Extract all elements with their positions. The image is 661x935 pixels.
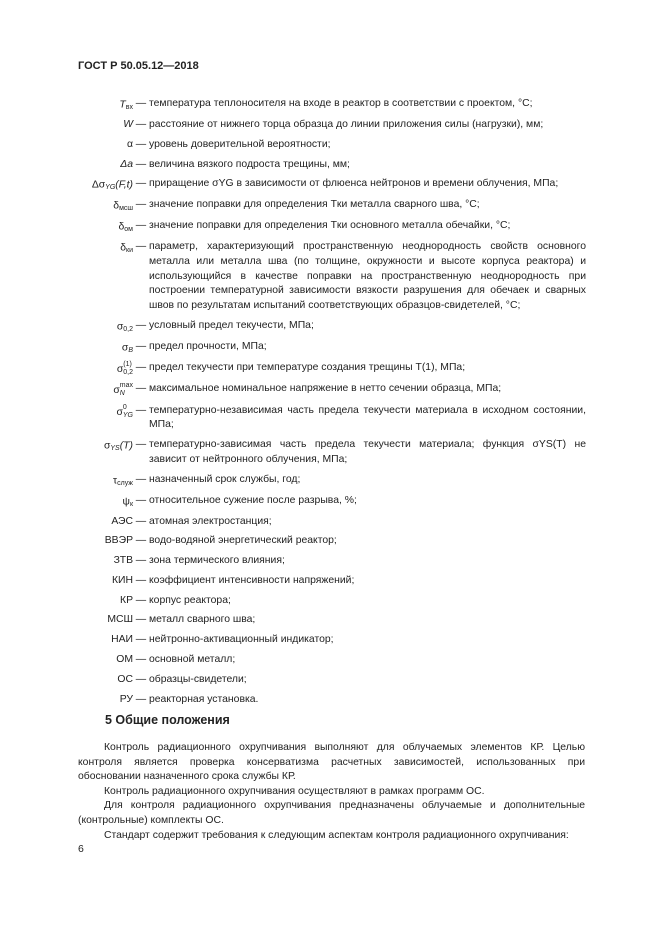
definition-item	[60, 240, 586, 313]
definitions-list	[60, 97, 586, 712]
definition-term	[60, 594, 133, 609]
term-symbol: δ	[118, 221, 125, 233]
dash: —	[135, 473, 147, 485]
definition-term	[60, 404, 133, 433]
paragraph: Контроль радиационного охрупчивания осуществляют в рамках программ ОС.	[104, 785, 485, 797]
term-symbol: ВВЭР	[104, 535, 133, 547]
term-symbol: σ	[121, 341, 129, 353]
definition-text: относительное сужение после разрыва, %;	[149, 494, 357, 506]
definition-item	[60, 494, 586, 510]
term-subscript: к	[129, 500, 133, 508]
term-symbol: σ	[103, 440, 111, 452]
dash: —	[135, 119, 147, 131]
definition-term	[60, 177, 133, 193]
dash: —	[135, 693, 147, 705]
term-subscript: YG	[122, 411, 133, 419]
definition-term	[60, 198, 133, 214]
term-superscript	[119, 198, 133, 205]
definition-text: температура теплоносителя на входе в реактор в соответствии с проектом, °С;	[149, 98, 533, 109]
term-superscript	[110, 438, 119, 445]
term-superscript	[126, 97, 133, 104]
definition-item	[60, 319, 586, 335]
term-symbol: W	[123, 119, 133, 131]
dash: —	[135, 594, 147, 606]
definition-item	[60, 574, 586, 589]
definition-item	[60, 198, 586, 214]
definition-term	[60, 515, 133, 530]
term-superscript	[117, 473, 133, 480]
term-subscript: служ	[117, 479, 133, 487]
dash: —	[135, 98, 147, 109]
dash: —	[135, 404, 147, 416]
term-symbol: МСШ	[107, 614, 133, 626]
term-subscript: YG	[105, 184, 116, 192]
term-superscript	[105, 177, 115, 184]
definition-item	[60, 653, 586, 668]
term-symbol: Δσ	[91, 179, 106, 191]
term-symbol: Δa	[120, 158, 133, 170]
definition-text: значение поправки для определения Tки металла сварного шва, °С;	[149, 199, 480, 211]
dash: —	[135, 555, 147, 567]
definition-text: условный предел текучести, МПа;	[149, 319, 314, 331]
dash: —	[135, 220, 147, 232]
definition-item	[60, 693, 586, 708]
definition-text: реакторная установка.	[149, 693, 259, 705]
definition-text: значение поправки для определения Tки основного металла обечайки, °С;	[149, 220, 511, 232]
definition-term	[60, 382, 133, 398]
term-subscript: 0,2	[123, 368, 133, 376]
definition-text: образцы-свидетели;	[149, 673, 247, 685]
term-superscript: max	[119, 382, 133, 390]
definition-term	[60, 340, 133, 356]
definition-text: корпус реактора;	[149, 594, 231, 606]
term-superscript: 0	[122, 403, 127, 411]
dash: —	[135, 515, 147, 527]
dash: —	[135, 673, 147, 685]
definition-text: приращение σYG в зависимости от флюенса нейтронов и времени облучения, МПа;	[149, 178, 559, 190]
definition-term	[60, 633, 133, 648]
definition-term	[60, 158, 133, 173]
dash: —	[135, 158, 147, 170]
page-number: 6	[78, 843, 84, 855]
dash: —	[135, 654, 147, 666]
definition-term	[60, 673, 133, 688]
definition-item	[60, 633, 586, 648]
definition-item	[60, 594, 586, 609]
definition-term	[60, 574, 133, 589]
definition-term	[60, 361, 133, 377]
dash: —	[135, 138, 147, 150]
definition-item	[60, 158, 586, 173]
term-subscript: 0,2	[123, 325, 133, 333]
term-symbol: ОС	[117, 673, 133, 685]
definition-text: нейтронно-активационный индикатор;	[149, 634, 334, 646]
definition-text: предел прочности, МПа;	[149, 340, 267, 352]
term-argument: (F,t)	[115, 179, 133, 191]
definition-item	[60, 138, 586, 153]
term-subscript: N	[119, 390, 125, 398]
definition-text: предел текучести при температуре создания трещины T(1), МПа;	[149, 361, 466, 373]
definition-term	[60, 138, 133, 153]
term-symbol: НАИ	[111, 634, 133, 646]
definition-item	[60, 534, 586, 549]
term-symbol: АЭС	[111, 515, 133, 527]
term-superscript: (1)	[123, 360, 132, 368]
definition-text: расстояние от нижнего торца образца до линии приложения силы (нагрузки), мм;	[149, 119, 544, 131]
definition-text: температурно-независимая часть предела текучести материала в исходном состоянии, МПа;	[149, 404, 586, 431]
term-symbol: ОМ	[116, 654, 133, 666]
definition-item	[60, 613, 586, 628]
dash: —	[135, 614, 147, 626]
definition-text: уровень доверительной вероятности;	[149, 138, 331, 150]
term-subscript: вх	[125, 104, 133, 111]
term-superscript	[126, 240, 133, 247]
term-symbol: α	[126, 138, 133, 150]
definition-item	[60, 219, 586, 235]
term-symbol: δ	[120, 242, 127, 254]
dash: —	[135, 494, 147, 506]
definition-item	[60, 177, 586, 193]
definition-text: величина вязкого подроста трещины, мм;	[149, 158, 350, 170]
term-superscript	[123, 319, 133, 326]
dash: —	[135, 340, 147, 352]
term-symbol: ψ	[122, 495, 130, 507]
dash: —	[135, 199, 147, 211]
term-symbol: σ	[116, 406, 123, 418]
definition-item	[60, 515, 586, 530]
definition-term	[60, 494, 133, 510]
definition-text: назначенный срок службы, год;	[149, 473, 301, 485]
definition-term	[60, 554, 133, 569]
document-header: ГОСТ Р 50.05.12—2018	[78, 60, 199, 72]
section-body	[78, 741, 585, 843]
definition-term	[60, 613, 133, 628]
term-symbol: σ	[113, 384, 120, 396]
section-title: 5 Общие положения	[105, 713, 230, 727]
term-symbol: КИН	[111, 574, 133, 586]
definition-item	[60, 554, 586, 569]
paragraph: Контроль радиационного охрупчивания выполняют для облучаемых элементов КР. Целью контроля является проверка консерватизма расчетных зависимостей, использованных при обосновании назначенного срока службы КР.	[78, 742, 585, 783]
term-symbol: ЗТВ	[113, 555, 133, 567]
definition-text: зона термического влияния;	[149, 555, 285, 567]
definition-item	[60, 404, 586, 433]
definition-term	[60, 97, 133, 113]
term-subscript: ки	[126, 247, 133, 255]
definition-term	[60, 438, 133, 467]
definition-item	[60, 97, 586, 113]
definition-term	[60, 240, 133, 313]
paragraph: Для контроля радиационного охрупчивания предназначены облучаемые и дополнительные (контрольные) комплекты ОС.	[78, 800, 585, 826]
definition-text: атомная электростанция;	[149, 515, 272, 527]
term-subscript: мсш	[119, 205, 133, 213]
definition-item	[60, 361, 586, 377]
definition-term	[60, 319, 133, 335]
term-subscript: ом	[124, 226, 133, 234]
definition-text: металл сварного шва;	[149, 614, 256, 626]
definition-text: основной металл;	[149, 654, 236, 666]
definition-item	[60, 340, 586, 356]
definition-text: водо-водяной энергетический реактор;	[149, 535, 337, 547]
dash: —	[135, 319, 147, 331]
term-symbol: δ	[113, 200, 120, 212]
term-symbol: T	[119, 99, 126, 111]
term-superscript	[124, 219, 133, 226]
definition-term	[60, 693, 133, 708]
definition-item	[60, 118, 586, 133]
dash: —	[135, 241, 147, 253]
dash: —	[135, 361, 147, 373]
definition-term	[60, 118, 133, 133]
definition-term	[60, 534, 133, 549]
definition-term	[60, 219, 133, 235]
definition-term	[60, 473, 133, 489]
dash: —	[135, 634, 147, 646]
term-subscript: B	[128, 346, 133, 354]
definition-text: коэффициент интенсивности напряжений;	[149, 574, 355, 586]
term-symbol: τ	[113, 474, 118, 486]
definition-text: параметр, характеризующий пространственную неоднородность свойств основного металла или металла шва (по толщине, окружности и высоте корпуса реактора) и использующийся в качестве поправки на пространственную неоднородность при построении температурной зависимости вязкости разрушения для обечаек и сварных швов по результатам испытаний соответствующих образцов-свидетелей, °С;	[149, 241, 586, 311]
definition-text: максимальное номинальное напряжение в нетто сечении образца, МПа;	[149, 383, 502, 395]
dash: —	[135, 574, 147, 586]
definition-item	[60, 473, 586, 489]
dash: —	[135, 535, 147, 547]
paragraph: Стандарт содержит требования к следующим аспектам контроля радиационного охрупчивания:	[104, 829, 569, 841]
dash: —	[135, 383, 147, 395]
definition-item	[60, 438, 586, 467]
definition-term	[60, 653, 133, 668]
term-argument: (T)	[119, 440, 133, 452]
term-symbol: σ	[116, 320, 124, 332]
term-symbol: КР	[120, 594, 133, 606]
definition-item	[60, 673, 586, 688]
dash: —	[135, 439, 147, 451]
term-symbol: σ	[116, 363, 124, 375]
dash: —	[135, 178, 147, 190]
definition-item	[60, 382, 586, 398]
term-subscript: YS	[110, 445, 120, 453]
term-symbol: РУ	[119, 693, 133, 705]
definition-text: температурно-зависимая часть предела текучести материала; функция σYS(T) не зависит от нейтронного облучения, МПа;	[149, 439, 586, 465]
